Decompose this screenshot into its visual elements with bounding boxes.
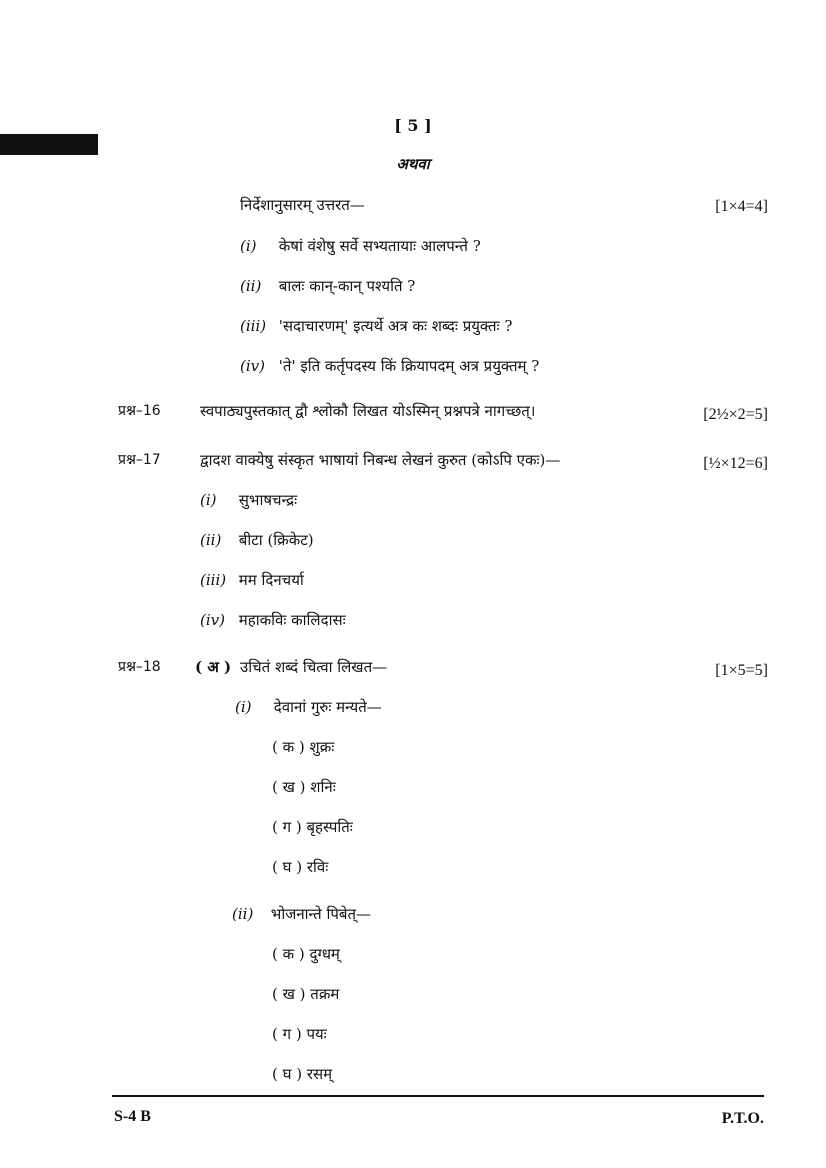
- item-number: (ii): [200, 531, 222, 549]
- sub-number: (ii): [232, 905, 254, 923]
- sub-text: देवानां गुरुः मन्यते—: [273, 698, 382, 716]
- footer-rule: [112, 1095, 764, 1097]
- option: ( ग ) बृहस्पतिः: [272, 818, 353, 836]
- q17-label: प्रश्न–17: [118, 452, 161, 468]
- footer-pto: P.T.O.: [721, 1110, 764, 1127]
- option: ( क ) दुग्धम्: [272, 945, 340, 963]
- instruction-marks: [1×4=4]: [715, 198, 768, 215]
- item-number: (iv): [200, 611, 225, 629]
- option: ( ग ) पयः: [272, 1025, 327, 1043]
- item-text: केषां वंशेषु सर्वे सभ्यतायाः आलपन्ते ?: [278, 237, 481, 255]
- or-label: अथवा: [396, 155, 430, 173]
- item-number: (iii): [240, 317, 267, 335]
- item-text: 'ते' इति कर्तृपदस्य किं क्रियापदम् अत्र प्रयुक्तम् ?: [278, 357, 540, 375]
- instruction-item: [240, 236, 481, 256]
- q17-item: [200, 610, 346, 630]
- item-number: (i): [240, 237, 257, 255]
- q16-marks: [2½×2=5]: [703, 406, 768, 423]
- q18-sub1: [235, 697, 382, 717]
- footer-code: S-4 B: [114, 1108, 151, 1125]
- q18-marks: [1×5=5]: [715, 662, 768, 679]
- item-text: मम दिनचर्या: [238, 571, 304, 589]
- q18-sub2: [232, 904, 371, 924]
- instruction-item: [240, 356, 539, 376]
- q17-item: [200, 570, 304, 590]
- sub-number: (i): [235, 698, 252, 716]
- item-text: बीटा (क्रिकेट): [238, 531, 314, 549]
- option: ( घ ) रविः: [272, 858, 329, 876]
- option: ( ख ) शनिः: [272, 778, 336, 796]
- item-number: (iii): [200, 571, 227, 589]
- option: ( क ) शुक्रः: [272, 738, 335, 756]
- q17-marks: [½×12=6]: [703, 455, 768, 472]
- q16-label: प्रश्न–16: [118, 403, 161, 419]
- q18-text: उचितं शब्दं चित्वा लिखत—: [240, 658, 388, 676]
- scan-black-mark: [0, 134, 98, 155]
- q17-text: द्वादश वाक्येषु संस्कृत भाषायां निबन्ध लेखनं कुरुत (कोऽपि एकः)—: [200, 451, 561, 469]
- item-text: बालः कान्-कान् पश्यति ?: [278, 277, 416, 295]
- item-text: 'सदाचारणम्' इत्यर्थे अत्र कः शब्दः प्रयुक्तः ?: [278, 317, 513, 335]
- item-number: (i): [200, 491, 217, 509]
- option: ( ख ) तक्रम: [272, 985, 340, 1003]
- option: ( घ ) रसम्: [272, 1065, 333, 1083]
- item-number: (ii): [240, 277, 262, 295]
- instruction-item: [240, 316, 512, 336]
- item-number: (iv): [240, 357, 265, 375]
- q17-item: [200, 530, 314, 550]
- q18-part: ( अ ): [195, 658, 232, 676]
- q18-label: प्रश्न–18: [118, 659, 161, 675]
- sub-text: भोजनान्ते पिबेत्—: [270, 905, 372, 923]
- q17-item: [200, 490, 297, 510]
- instruction-item: [240, 276, 415, 296]
- instruction-text: निर्देशानुसारम् उत्तरत—: [240, 196, 365, 214]
- page-number: [ 5 ]: [394, 116, 432, 135]
- item-text: महाकविः कालिदासः: [238, 611, 346, 629]
- item-text: सुभाषचन्द्रः: [238, 491, 298, 509]
- q16-text: स्वपाठ्यपुस्तकात् द्वौ श्लोकौ लिखत योऽस्मिन् प्रश्नपत्रे नागच्छत्।: [200, 402, 536, 420]
